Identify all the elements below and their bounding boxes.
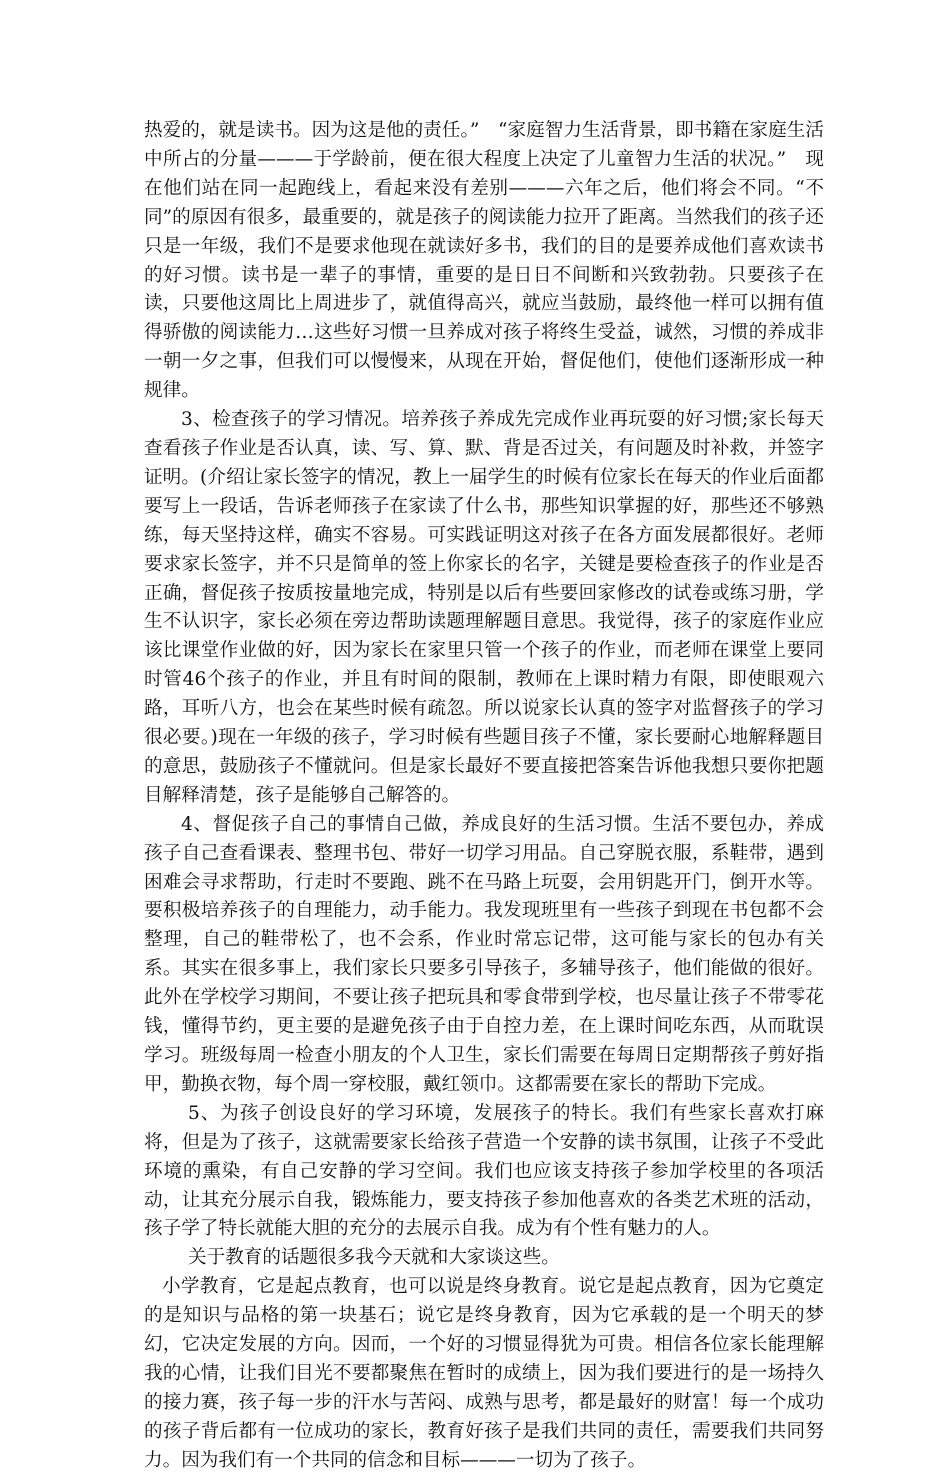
document-body xyxy=(144,117,824,1476)
paragraph-check-homework: 3、检查孩子的学习情况。培养孩子养成先完成作业再玩耍的好习惯;家长每天查看孩子作业是否认真，读、写、算、默、背是否过关，有问题及时补救，并签字证明。(介绍让家长签字的情况，教上一届学生的时候有位家长在每天的作业后面都要写上一段话，告诉老师孩子在家读了什么书，那些知识掌握的好，那些还不够熟练，每天坚持这样，确实不容易。可实践证明这对孩子在各方面发展都很好。老师要求家长签字，并不只是简单的签上你家长的名字，关键是要检查孩子的作业是否正确，督促孩子按质按量地完成，特别是以后有些要回家修改的试卷或练习册，学生不认识字，家长必须在旁边帮助读题理解题目意思。我觉得，孩子的家庭作业应该比课堂作业做的好，因为家长在家里只管一个孩子的作业，而老师在课堂上要同时管46个孩子的作业，并且有时间的限制，教师在上课时精力有限，即使眼观六路，耳听八方，也会在某些时候有疏忽。所以说家长认真的签字对监督孩子的学习很必要。)现在一年级的孩子，学习时候有些题目孩子不懂，家长要耐心地解释题目的意思，鼓励孩子不懂就问。但是家长最好不要直接把答案告诉他我想只要你把题目解释清楚，孩子是能够自己解答的。 xyxy=(144,409,824,806)
paragraph-reading-habit: 热爱的，就是读书。因为这是他的责任。” “家庭智力生活背景，即书籍在家庭生活中所占的分量———于学龄前，便在很大程度上决定了儿童智力生活的状况。” 现在他们站在同一起跑线上，看起来没有差别———六年之后，他们将会不同。“不同”的原因有很多，最重要的，就是孩子的阅读能力拉开了距离。当然我们的孩子还只是一年级，我们不是要求他现在就读好多书，我们的目的是要养成他们喜欢读书的好习惯。读书是一辈子的事情，重要的是日日不间断和兴致勃勃。只要孩子在读，只要他这周比上周进步了，就值得高兴，就应当鼓励，最终他一样可以拥有值得骄傲的阅读能力…这些好习惯一旦养成对孩子将终生受益，诚然，习惯的养成非一朝一夕之事，但我们可以慢慢来，从现在开始，督促他们，使他们逐渐形成一种规律。 xyxy=(144,120,824,402)
paragraph-self-care: 4、督促孩子自己的事情自己做，养成良好的生活习惯。生活不要包办，养成孩子自己查看课表、整理书包、带好一切学习用品。自己穿脱衣服，系鞋带，遇到困难会寻求帮助，行走时不要跑、跳不在马路上玩耍，会用钥匙开门，倒开水等。要积极培养孩子的自理能力，动手能力。我发现班里有一些孩子到现在书包都不会整理，自己的鞋带松了，也不会系，作业时常忘记带，这可能与家长的包办有关系。其实在很多事上，我们家长只要多引导孩子，多辅导孩子，他们能做的很好。此外在学校学习期间，不要让孩子把玩具和零食带到学校，也尽量让孩子不带零花钱，懂得节约，更主要的是避免孩子由于自控力差，在上课时间吃东西，从而耽误学习。班级每周一检查小朋友的个人卫生，家长们需要在每周日定期帮孩子剪好指甲，勤换衣物，每个周一穿校服，戴红领巾。这都需要在家长的帮助下完成。 xyxy=(144,813,824,1095)
paragraph-closing-remark: 关于教育的话题很多我今天就和大家谈这些。 xyxy=(188,1247,560,1269)
paragraph-conclusion: 小学教育，它是起点教育，也可以说是终身教育。说它是起点教育，因为它奠定的是知识与品格的第一块基石；说它是终身教育，因为它承载的是一个明天的梦幻，它决定发展的方向。因而，一个好的习惯显得犹为可贵。相信各位家长能理解我的心情，让我们目光不要都聚焦在暂时的成绩上，因为我们要进行的是一场持久的接力赛，孩子每一步的汗水与苦闷、成熟与思考，都是最好的财富！每一个成功的孩子背后都有一位成功的家长，教育好孩子是我们共同的责任，需要我们共同努力。因为我们有一个共同的信念和目标———一切为了孩子。 xyxy=(144,1276,824,1471)
paragraph-study-environment: 5、为孩子创设良好的学习环境，发展孩子的特长。我们有些家长喜欢打麻将，但是为了孩子，这就需要家长给孩子营造一个安静的读书氛围，让孩子不受此环境的熏染，有自己安静的学习空间。我们也应该支持孩子参加学校里的各项活动，让其充分展示自我，锻炼能力，要支持孩子参加他喜欢的各类艺术班的活动，孩子学了特长就能大胆的充分的去展示自我。成为有个性有魅力的人。 xyxy=(144,1102,824,1240)
